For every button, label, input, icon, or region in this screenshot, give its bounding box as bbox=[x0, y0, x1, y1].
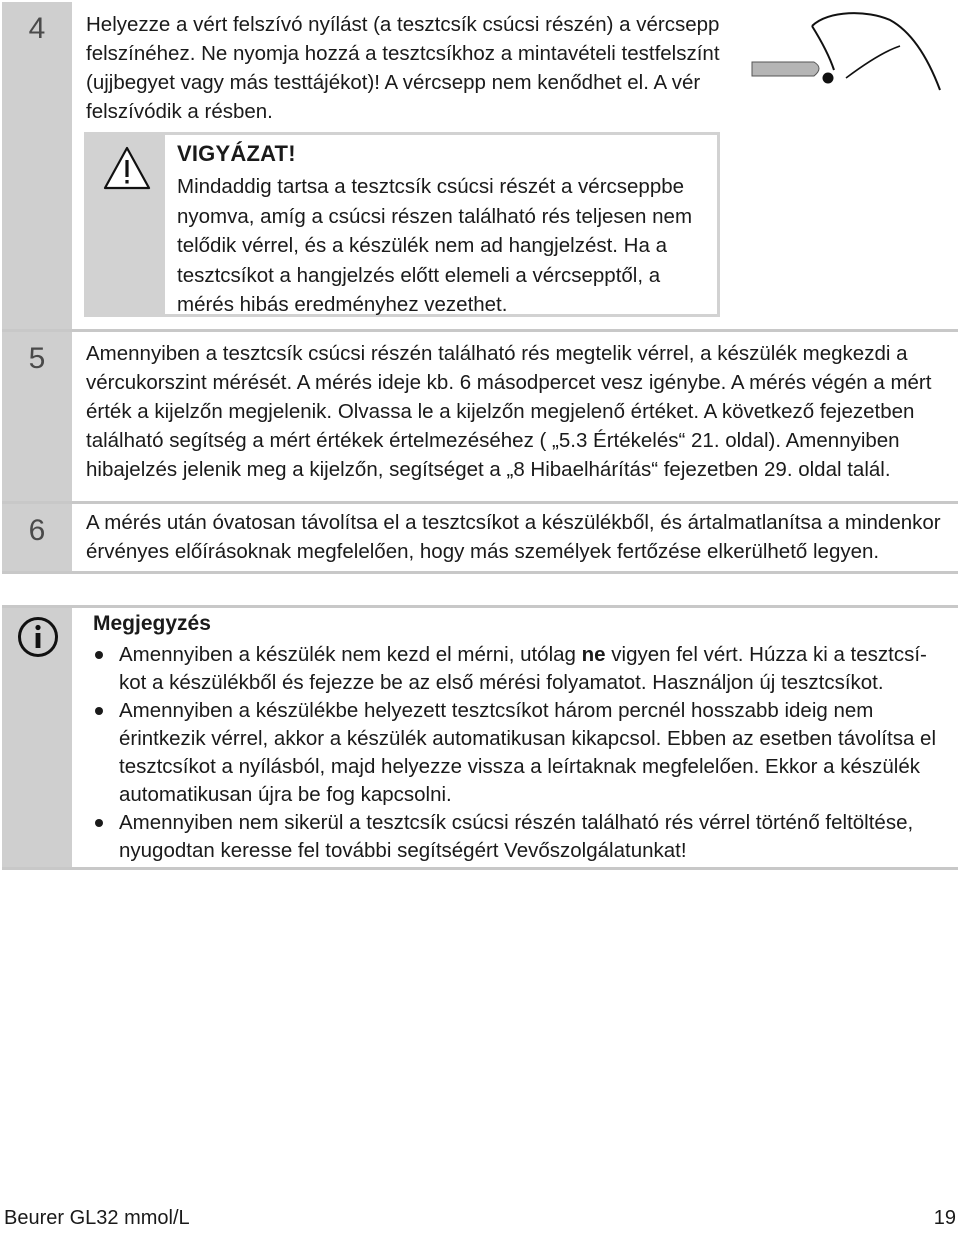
step-4 bbox=[2, 2, 958, 332]
step-text: Amennyiben a tesztcsík csúcsi részén található rés megtelik vérrel, a készülék megkezdi a vércukorszint mérését. A mérés ideje kb. 6 másodpercet vesz igénybe. A mérés végén a mért érték a kijelzőn megjelenik. Olvassa le a kijelzőn megjelenő értéket. A következő fejezetben található segítség a mért értékek értelmezéséhez ( „5.3 Értékelés“ 21. oldal). Amennyiben hibajelzés jelenik meg a kijelzőn, segítséget a „8 Hibaelhárítás“ fejezetben 29. oldal talál. bbox=[86, 342, 932, 481]
note-item bbox=[93, 809, 944, 865]
note-list bbox=[93, 641, 944, 865]
steps-list bbox=[2, 2, 958, 574]
warning-box bbox=[84, 132, 720, 317]
step-number-column bbox=[2, 2, 72, 329]
note-item-text: Amennyiben nem sikerül a tesztcsík csúcsi részén található rés vérrel történő feltöltése, nyugodtan keresse fel további segítségért Vevőszolgálatunkat! bbox=[119, 811, 914, 862]
note-item bbox=[93, 641, 944, 697]
step-text: A mérés után óvatosan távolítsa el a tesztcsíkot a készülékből, és ártalmatlanítsa a mindenkor érvényes előírásoknak megfelelően, hogy más személyek fertőzése elkerülhető legyen. bbox=[86, 511, 941, 563]
step-6 bbox=[2, 504, 958, 574]
note-item-text: Amennyiben a készülék nem kezd el mérni, utólag bbox=[119, 643, 582, 666]
warning-title: VIGYÁZAT! bbox=[177, 141, 296, 166]
note-icon-column bbox=[2, 608, 72, 867]
note-emphasis: ne bbox=[581, 643, 606, 666]
note-title: Megjegyzés bbox=[93, 612, 211, 635]
footer-page-number: 19 bbox=[933, 1207, 956, 1229]
note-box bbox=[2, 605, 958, 870]
note-item bbox=[93, 697, 944, 809]
step-5 bbox=[2, 332, 958, 504]
step-body bbox=[86, 332, 958, 484]
step-text: Helyezze a vért felszívó nyílást (a tesztcsík csúcsi részén) a vércsepp felszínéhez. Ne nyomja hozzá a tesztcsíkhoz a mintavételi testfelszínt (ujjbegyet vagy más testtájékot)! A vércsepp nem kenődhet el. A vér felszívódik a résben. bbox=[86, 13, 720, 123]
step-number: 4 bbox=[28, 12, 46, 45]
footer-product: Beurer GL32 mmol/L bbox=[4, 1207, 190, 1229]
step-number-column bbox=[2, 504, 72, 571]
finger-test-strip-illustration bbox=[750, 8, 950, 113]
note-item-text: Amennyiben a készülékbe helyezett tesztcsíkot három percnél hosszabb ideig nem érintkezik vérrel, akkor a készülék automatikusan kikapcsol. Ebben az esetben távolítsa el tesztcsíkot a nyílásból, majd helyezze vissza a leírtaknak megfelelően. Ekkor a készülék automatikusan újra be fog kapcsolni. bbox=[119, 699, 936, 806]
step-body bbox=[86, 504, 958, 566]
step-number-column bbox=[2, 332, 72, 501]
step-body bbox=[86, 2, 740, 126]
warning-text: Mindaddig tartsa a tesztcsík csúcsi részét a vércseppbe nyomva, amíg a csúcsi részen található rés teljesen nem telődik vérrel, és a készülék nem ad hangjelzést. Ha a tesztcsíkot a hangjelzés előtt elemeli a vércsepptől, a mérés hibás eredményhez vezethet. bbox=[177, 175, 693, 316]
warning-icon-column bbox=[87, 135, 165, 314]
note-item-text: vigyen fel vért. Húzza ki a tesztcsíkot a készülékből és fejezze be az első mérési folyamatot. Használjon új tesztcsíkot. bbox=[119, 643, 927, 694]
step-number: 6 bbox=[28, 514, 46, 547]
step-number: 5 bbox=[28, 342, 46, 375]
